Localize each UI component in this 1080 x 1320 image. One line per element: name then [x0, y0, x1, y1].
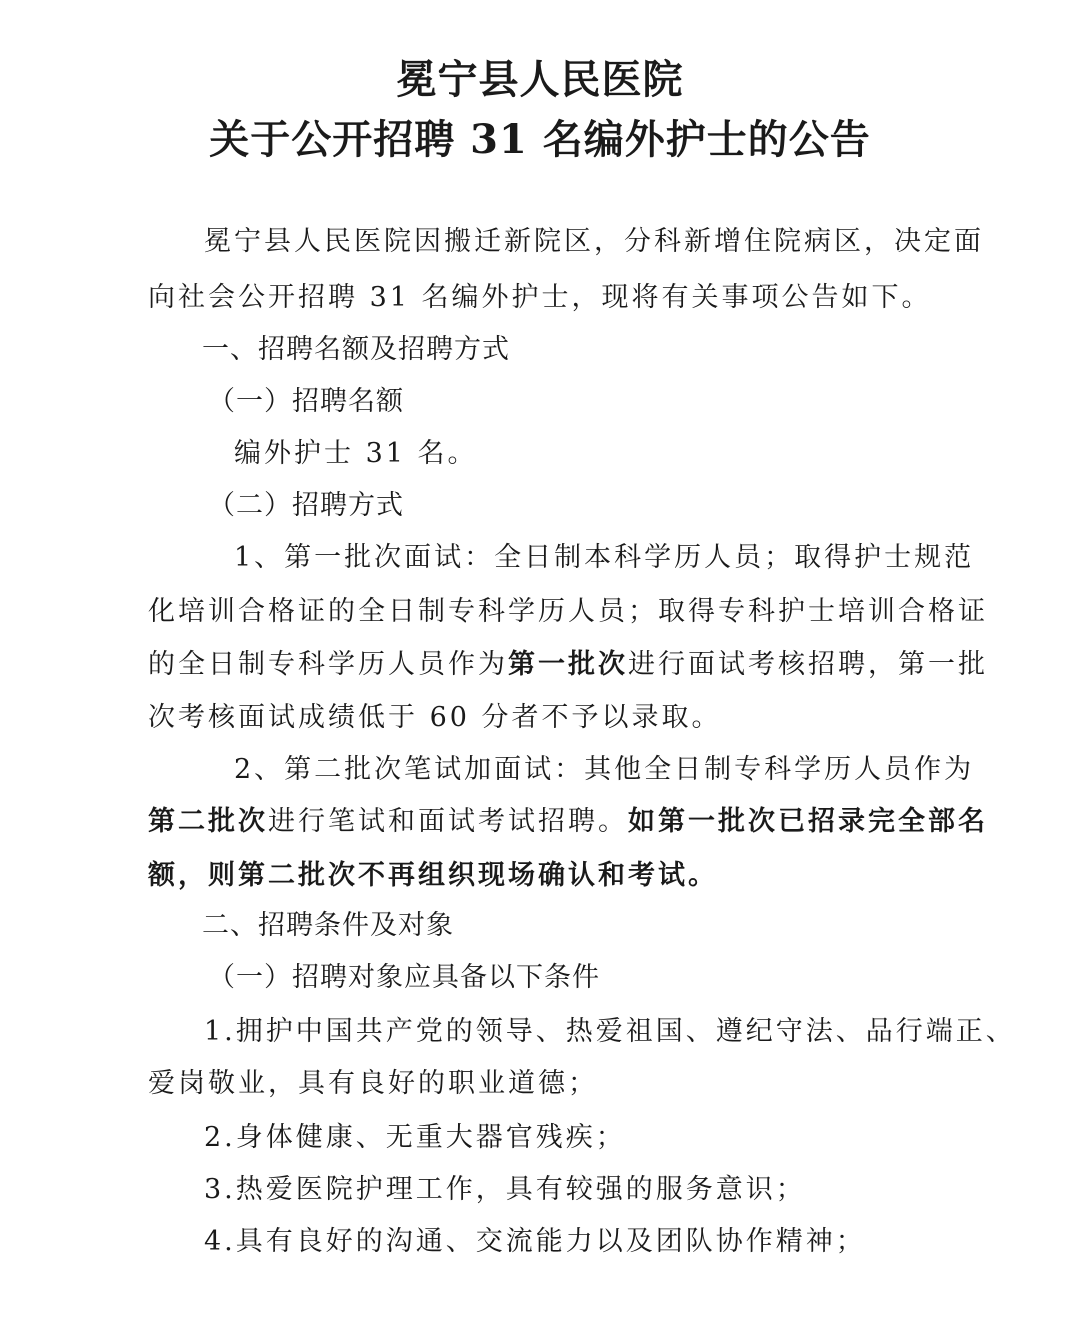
- cond2: 2.身体健康、无重大器官残疾；: [204, 1122, 626, 1153]
- intro-line2: 向社会公开招聘 31 名编外护士，现将有关事项公告如下。: [148, 282, 932, 313]
- method2-line1: 2、第二批次笔试加面试：其他全日制专科学历人员作为: [234, 754, 975, 785]
- sub3-heading: （一）招聘对象应具备以下条件: [208, 962, 600, 993]
- method1-line3: 的全日制专科学历人员作为第一批次进行面试考核招聘，第一批: [148, 649, 988, 680]
- cond4: 4.具有良好的沟通、交流能力以及团队协作精神；: [204, 1226, 866, 1257]
- intro-line1: 冕宁县人民医院因搬迁新院区，分科新增住院病区，决定面: [204, 226, 984, 257]
- section2-heading: 二、招聘条件及对象: [202, 910, 454, 941]
- method2-line2: 第二批次进行笔试和面试考试招聘。如第一批次已招录完全部名: [148, 806, 988, 837]
- method1-line4: 次考核面试成绩低于 60 分者不予以录取。: [148, 702, 722, 733]
- document-title-line2: 关于公开招聘 31 名编外护士的公告: [209, 116, 871, 163]
- cond3: 3.热爱医院护理工作，具有较强的服务意识；: [204, 1174, 806, 1205]
- section1-heading: 一、招聘名额及招聘方式: [202, 334, 510, 365]
- sub2-heading: （二）招聘方式: [208, 490, 404, 521]
- sub1-heading: （一）招聘名额: [208, 386, 404, 417]
- sub1-text: 编外护士 31 名。: [234, 438, 478, 469]
- method1-line1: 1、第一批次面试：全日制本科学历人员；取得护士规范: [234, 542, 975, 573]
- method1-line2: 化培训合格证的全日制专科学历人员；取得专科护士培训合格证: [148, 596, 988, 627]
- method2-line3: 额，则第二批次不再组织现场确认和考试。: [148, 860, 718, 891]
- cond1-line1: 1.拥护中国共产党的领导、热爱祖国、遵纪守法、品行端正、: [204, 1016, 1016, 1047]
- document-title-line1: 冕宁县人民医院: [396, 56, 684, 103]
- cond1-line2: 爱岗敬业，具有良好的职业道德；: [148, 1068, 598, 1099]
